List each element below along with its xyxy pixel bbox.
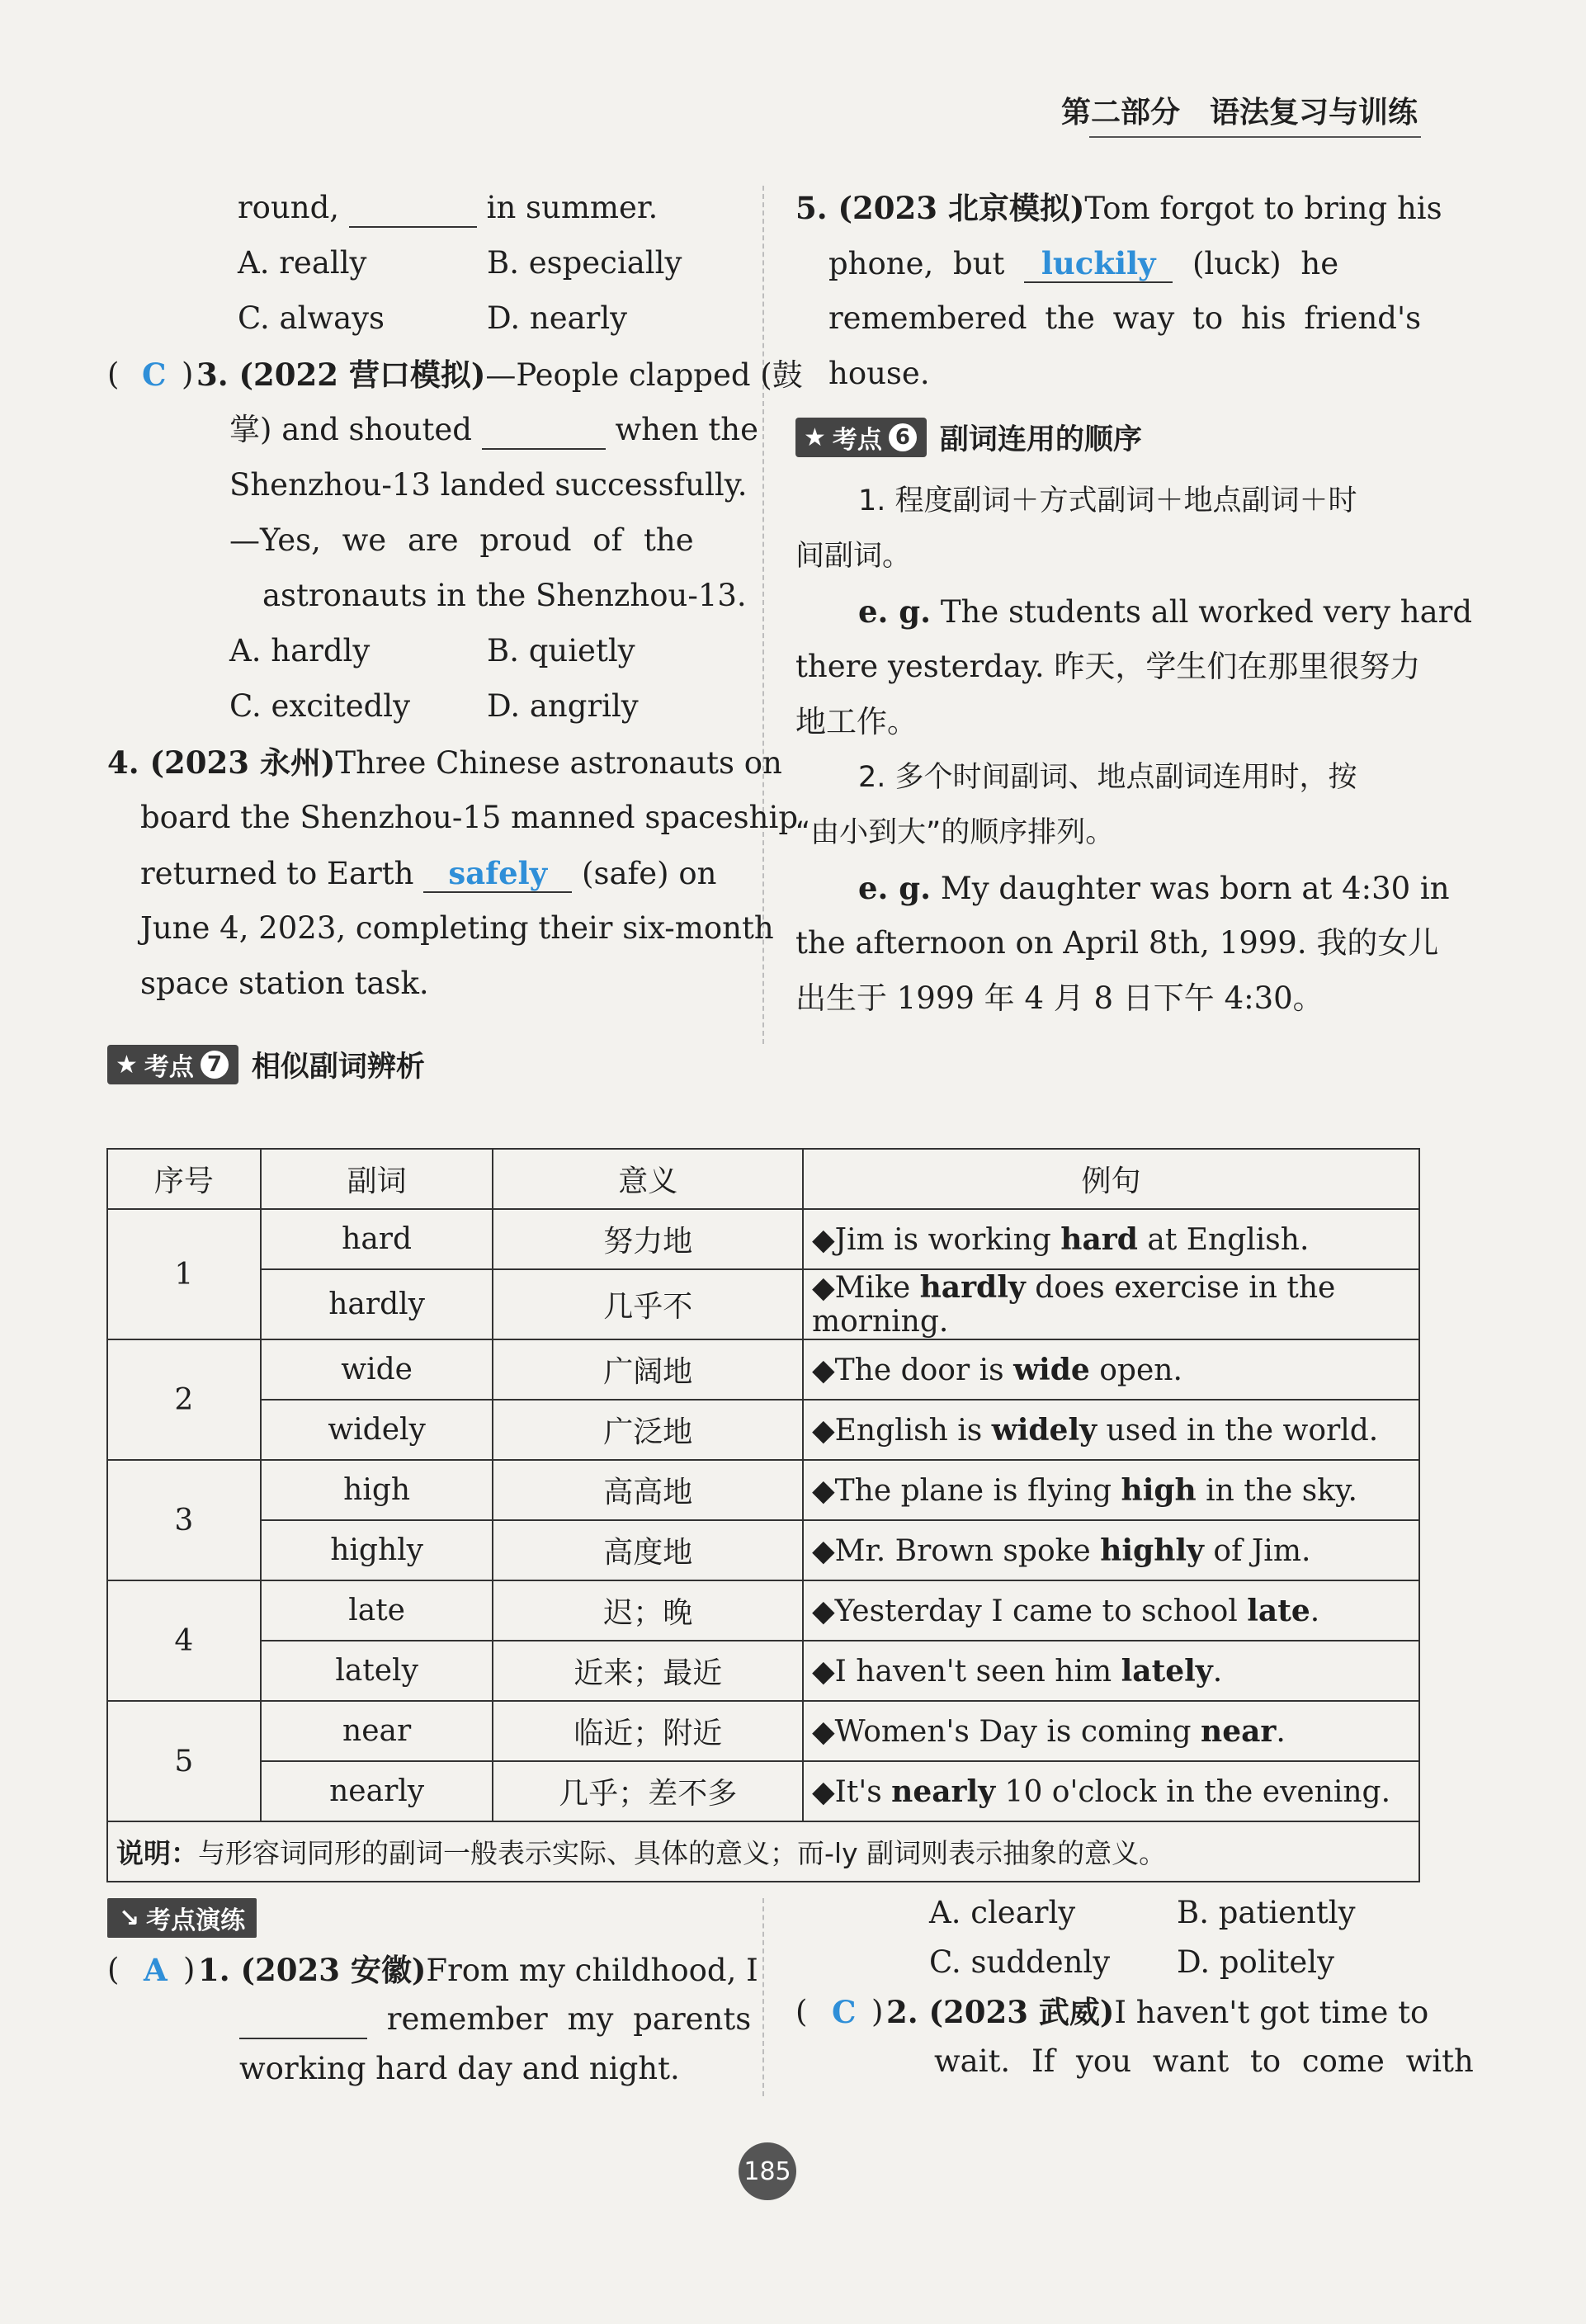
point7-title: 相似副词辨析: [251, 1051, 425, 1084]
q3-paren-close: ): [182, 357, 194, 392]
meaning-cell: 高高地: [493, 1460, 802, 1520]
header-index: 序号: [107, 1149, 261, 1209]
practice-q2-line1: 2. (2023 武威)I haven't got time to: [886, 1994, 1429, 2030]
table-row: [107, 1520, 1419, 1580]
point6-rule1-a: 1. 程度副词＋方式副词＋地点副词＋时: [858, 484, 1357, 517]
practice-q1-paren-close: ): [183, 1952, 196, 1987]
meaning-cell: 高度地: [493, 1520, 802, 1580]
table-note: 说明：与形容词同形的副词一般表示实际、具体的意义；而-ly 副词则表示抽象的意义。: [107, 1821, 1419, 1882]
practice-q1-option-b: B. patiently: [1177, 1895, 1356, 1930]
q2-option-a: A. really: [238, 245, 367, 281]
practice-q1-option-d: D. politely: [1177, 1944, 1334, 1980]
q5-line4: house.: [828, 356, 930, 391]
q5-answer: luckily: [1024, 245, 1173, 283]
point6-rule2-a: 2. 多个时间副词、地点副词连用时，按: [858, 761, 1357, 794]
group-index: 5: [107, 1701, 261, 1821]
adverb-cell: late: [261, 1580, 493, 1641]
table-row: [107, 1209, 1419, 1269]
point6-number: 6: [889, 423, 917, 451]
meaning-cell: 几乎；差不多: [493, 1761, 802, 1821]
star-icon: ★: [804, 423, 826, 452]
adverb-cell: nearly: [261, 1761, 493, 1821]
practice-q2-line2: wait. If you want to come with: [934, 2043, 1474, 2079]
example-cell: ◆Yesterday I came to school late.: [803, 1580, 1419, 1641]
arrow-icon: ↘: [119, 1903, 140, 1933]
practice-q1-option-c: C. suddenly: [929, 1944, 1111, 1980]
q2-line1: round, in summer.: [238, 190, 658, 228]
example-cell: ◆Mike hardly does exercise in the morning.: [803, 1269, 1419, 1339]
group-index: 1: [107, 1209, 261, 1339]
point6-eg1-b: there yesterday. 昨天，学生们在那里很努力: [795, 649, 1421, 684]
point6-eg2-b: the afternoon on April 8th, 1999. 我的女儿: [795, 925, 1439, 961]
meaning-cell: 努力地: [493, 1209, 802, 1269]
q3-line5: astronauts in the Shenzhou-13.: [262, 578, 747, 613]
practice-q1-answer: A: [144, 1952, 168, 1988]
meaning-cell: 近来；最近: [493, 1641, 802, 1701]
practice-q2-paren-close: ): [871, 1994, 884, 2029]
meaning-cell: 迟；晚: [493, 1580, 802, 1641]
practice-q1-line1: 1. (2023 安徽)From my childhood, I: [198, 1952, 758, 1988]
adverb-cell: wide: [261, 1339, 493, 1400]
group-index: 2: [107, 1339, 261, 1460]
header-adverb: 副词: [261, 1149, 493, 1209]
point7-heading: [107, 1044, 425, 1085]
practice-heading: [107, 1898, 257, 1938]
adverb-cell: hardly: [261, 1269, 493, 1339]
table-row: [107, 1641, 1419, 1701]
q3-paren-open: (: [107, 357, 120, 392]
q3-line3: Shenzhou-13 landed successfully.: [229, 467, 748, 503]
adverb-cell: hard: [261, 1209, 493, 1269]
q5-line3: remembered the way to his friend's: [828, 300, 1422, 336]
point6-eg1-a: e. g. The students all worked very hard: [858, 593, 1473, 630]
q3-option-c: C. excitedly: [229, 688, 411, 724]
header-example: 例句: [803, 1149, 1419, 1209]
table-row: [107, 1701, 1419, 1761]
q4-line2: board the Shenzhou-15 manned spaceship: [140, 800, 799, 835]
practice-q1-paren-open: (: [107, 1952, 120, 1987]
point6-tag: ★ 考点 6: [795, 418, 927, 457]
q4-line3: returned to Earth safely (safe) on: [140, 855, 717, 891]
adverb-cell: highly: [261, 1520, 493, 1580]
q3-option-a: A. hardly: [229, 633, 371, 668]
q2-option-d: D. nearly: [487, 300, 628, 336]
point6-rule2-b: “由小到大”的顺序排列。: [795, 816, 1115, 849]
table-row: [107, 1460, 1419, 1520]
adverb-comparison-table: [106, 1148, 1420, 1882]
table-row: [107, 1339, 1419, 1400]
q3-line2: 掌) and shouted when the: [229, 412, 758, 450]
adverb-cell: high: [261, 1460, 493, 1520]
meaning-cell: 广阔地: [493, 1339, 802, 1400]
q4-line5: space station task.: [140, 966, 429, 1001]
header-rule: [1089, 136, 1421, 138]
practice-q1-blank: [239, 2001, 367, 2039]
example-cell: ◆It's nearly 10 o'clock in the evening.: [803, 1761, 1419, 1821]
star-icon: ★: [116, 1050, 138, 1079]
adverb-cell: widely: [261, 1400, 493, 1460]
point6-eg1-c: 地工作。: [795, 704, 918, 739]
q4-line4: June 4, 2023, completing their six-month: [140, 910, 774, 946]
point6-rule1-b: 间副词。: [795, 540, 912, 573]
q5-line2: phone, but luckily (luck) he: [828, 245, 1339, 281]
q5-line1: 5. (2023 北京模拟)Tom forgot to bring his: [795, 190, 1442, 226]
practice-tag: ↘ 考点演练: [107, 1898, 257, 1938]
example-cell: ◆Jim is working hard at English.: [803, 1209, 1419, 1269]
table-row: [107, 1269, 1419, 1339]
q3-option-b: B. quietly: [487, 633, 635, 668]
point6-title: 副词连用的顺序: [939, 423, 1142, 456]
example-cell: ◆The plane is flying high in the sky.: [803, 1460, 1419, 1520]
group-index: 3: [107, 1460, 261, 1580]
table-row: [107, 1400, 1419, 1460]
practice-q1-option-a: A. clearly: [929, 1895, 1076, 1930]
example-cell: ◆I haven't seen him lately.: [803, 1641, 1419, 1701]
adverb-cell: near: [261, 1701, 493, 1761]
practice-q1-line2: remember my parents: [239, 2001, 751, 2039]
point7-number: 7: [201, 1051, 229, 1079]
meaning-cell: 临近；附近: [493, 1701, 802, 1761]
example-cell: ◆The door is wide open.: [803, 1339, 1419, 1400]
page-header-title: 第二部分 语法复习与训练: [1060, 96, 1418, 130]
q2-blank: [349, 190, 477, 228]
q3-answer: C: [142, 357, 167, 393]
adverb-cell: lately: [261, 1641, 493, 1701]
example-cell: ◆Mr. Brown spoke highly of Jim.: [803, 1520, 1419, 1580]
header-meaning: 意义: [493, 1149, 802, 1209]
point6-eg2-c: 出生于 1999 年 4 月 8 日下午 4:30。: [795, 980, 1324, 1016]
practice-q2-answer: C: [832, 1994, 857, 2030]
table-row: [107, 1761, 1419, 1821]
practice-q1-line3: working hard day and night.: [239, 2051, 680, 2086]
point7-tag: ★ 考点 7: [107, 1045, 238, 1084]
group-index: 4: [107, 1580, 261, 1701]
q3-line1: 3. (2022 营口模拟)—People clapped (鼓: [196, 357, 803, 393]
q3-line4: —Yes, we are proud of the: [229, 522, 694, 558]
example-cell: ◆Women's Day is coming near.: [803, 1701, 1419, 1761]
page-number: 185: [739, 2142, 796, 2200]
meaning-cell: 几乎不: [493, 1269, 802, 1339]
table-header-row: [107, 1149, 1419, 1209]
column-separator-bottom: [762, 1898, 764, 2096]
q4-line1: 4. (2023 永州)Three Chinese astronauts on: [107, 744, 782, 781]
q2-option-b: B. especially: [487, 245, 682, 281]
example-cell: ◆English is widely used in the world.: [803, 1400, 1419, 1460]
q4-answer: safely: [423, 855, 572, 893]
point6-heading: [795, 417, 1142, 458]
practice-q2-paren-open: (: [795, 1994, 808, 2029]
table-note-row: [107, 1821, 1419, 1882]
point6-eg2-a: e. g. My daughter was born at 4:30 in: [858, 870, 1450, 906]
q3-blank: [482, 412, 606, 450]
q2-option-c: C. always: [238, 300, 385, 336]
q3-option-d: D. angrily: [487, 688, 639, 724]
meaning-cell: 广泛地: [493, 1400, 802, 1460]
table-row: [107, 1580, 1419, 1641]
